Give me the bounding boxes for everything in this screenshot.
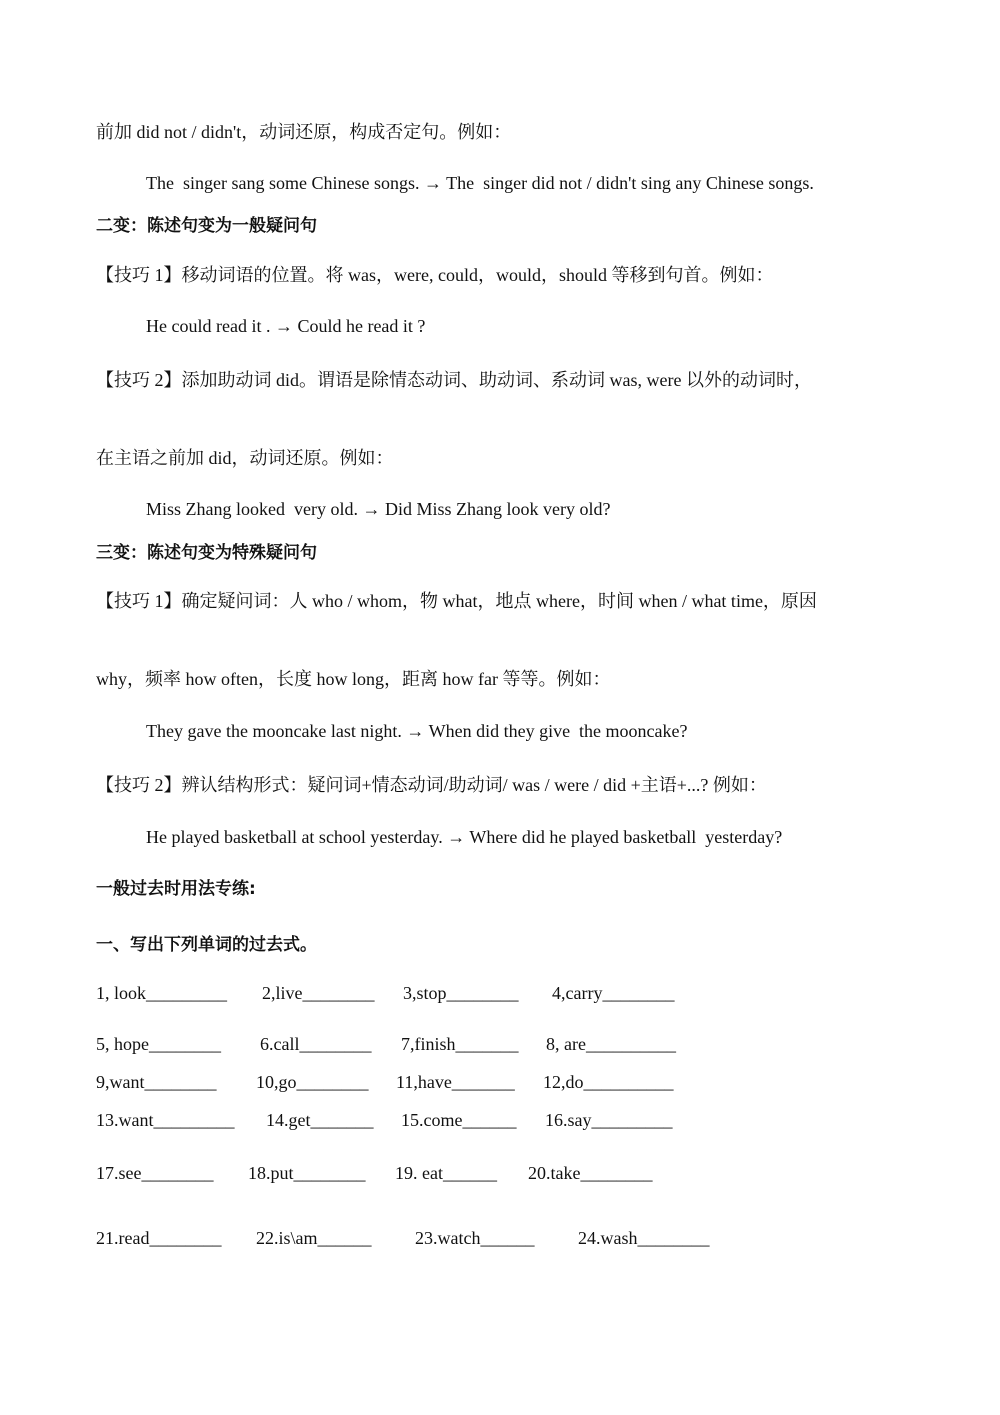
exercise-item: 11,have_______ [396,1072,515,1092]
tip-line: 【技巧 2】辨认结构形式：疑问词+情态动词/助动词/ was / were / did +主语+...? 例如： [96,775,767,795]
example-sentence: The singer sang some Chinese songs. → The singer did not / didn't sing any Chinese songs. [146,173,814,193]
tip-line: 【技巧 2】添加助动词 did。谓语是除情态动词、助动词、系动词 was, were 以外的动词时， [96,370,812,390]
exercise-item: 7,finish_______ [401,1034,519,1054]
section-heading: 一、写出下列单词的过去式。 [96,935,317,955]
exercise-item: 22.is\am______ [256,1228,372,1248]
exercise-item: 8, are__________ [546,1034,676,1054]
section-heading: 一般过去时用法专练: [96,879,256,899]
exercise-item: 16.say_________ [545,1110,673,1130]
exercise-item: 3,stop________ [403,983,519,1003]
text-line: 前加 did not / didn't，动词还原，构成否定句。例如： [96,122,512,142]
exercise-item: 6.call________ [260,1034,372,1054]
exercise-item: 20.take________ [528,1163,653,1183]
section-heading: 二变：陈述句变为一般疑问句 [96,216,317,236]
exercise-item: 5, hope________ [96,1034,221,1054]
exercise-item: 18.put________ [248,1163,366,1183]
exercise-item: 13.want_________ [96,1110,235,1130]
exercise-item: 24.wash________ [578,1228,710,1248]
exercise-item: 2,live________ [262,983,375,1003]
text-line: 在主语之前加 did，动词还原。例如： [96,448,394,468]
exercise-item: 14.get_______ [266,1110,374,1130]
tip-line: 【技巧 1】移动词语的位置。将 was，were, could，would，should 等移到句首。例如： [96,265,774,285]
exercise-item: 1, look_________ [96,983,228,1003]
exercise-item: 9,want________ [96,1072,217,1092]
exercise-item: 17.see________ [96,1163,214,1183]
tip-line: 【技巧 1】确定疑问词：人 who / whom，物 what，地点 where，时间 when / what time，原因 [96,591,817,611]
exercise-item: 15.come______ [401,1110,517,1130]
example-sentence: He played basketball at school yesterday. → Where did he played basketball yesterday? [146,827,783,847]
text-line: why，频率 how often，长度 how long，距离 how far 等等。例如： [96,669,611,689]
example-sentence: He could read it . → Could he read it ? [146,316,426,336]
exercise-item: 19. eat______ [395,1163,497,1183]
exercise-item: 4,carry________ [552,983,675,1003]
exercise-item: 10,go________ [256,1072,369,1092]
example-sentence: They gave the mooncake last night. → When did they give the mooncake? [146,721,688,741]
section-heading: 三变：陈述句变为特殊疑问句 [96,543,317,563]
exercise-item: 23.watch______ [415,1228,535,1248]
exercise-item: 21.read________ [96,1228,222,1248]
exercise-item: 12,do__________ [543,1072,674,1092]
example-sentence: Miss Zhang looked very old. → Did Miss Zhang look very old? [146,499,611,519]
